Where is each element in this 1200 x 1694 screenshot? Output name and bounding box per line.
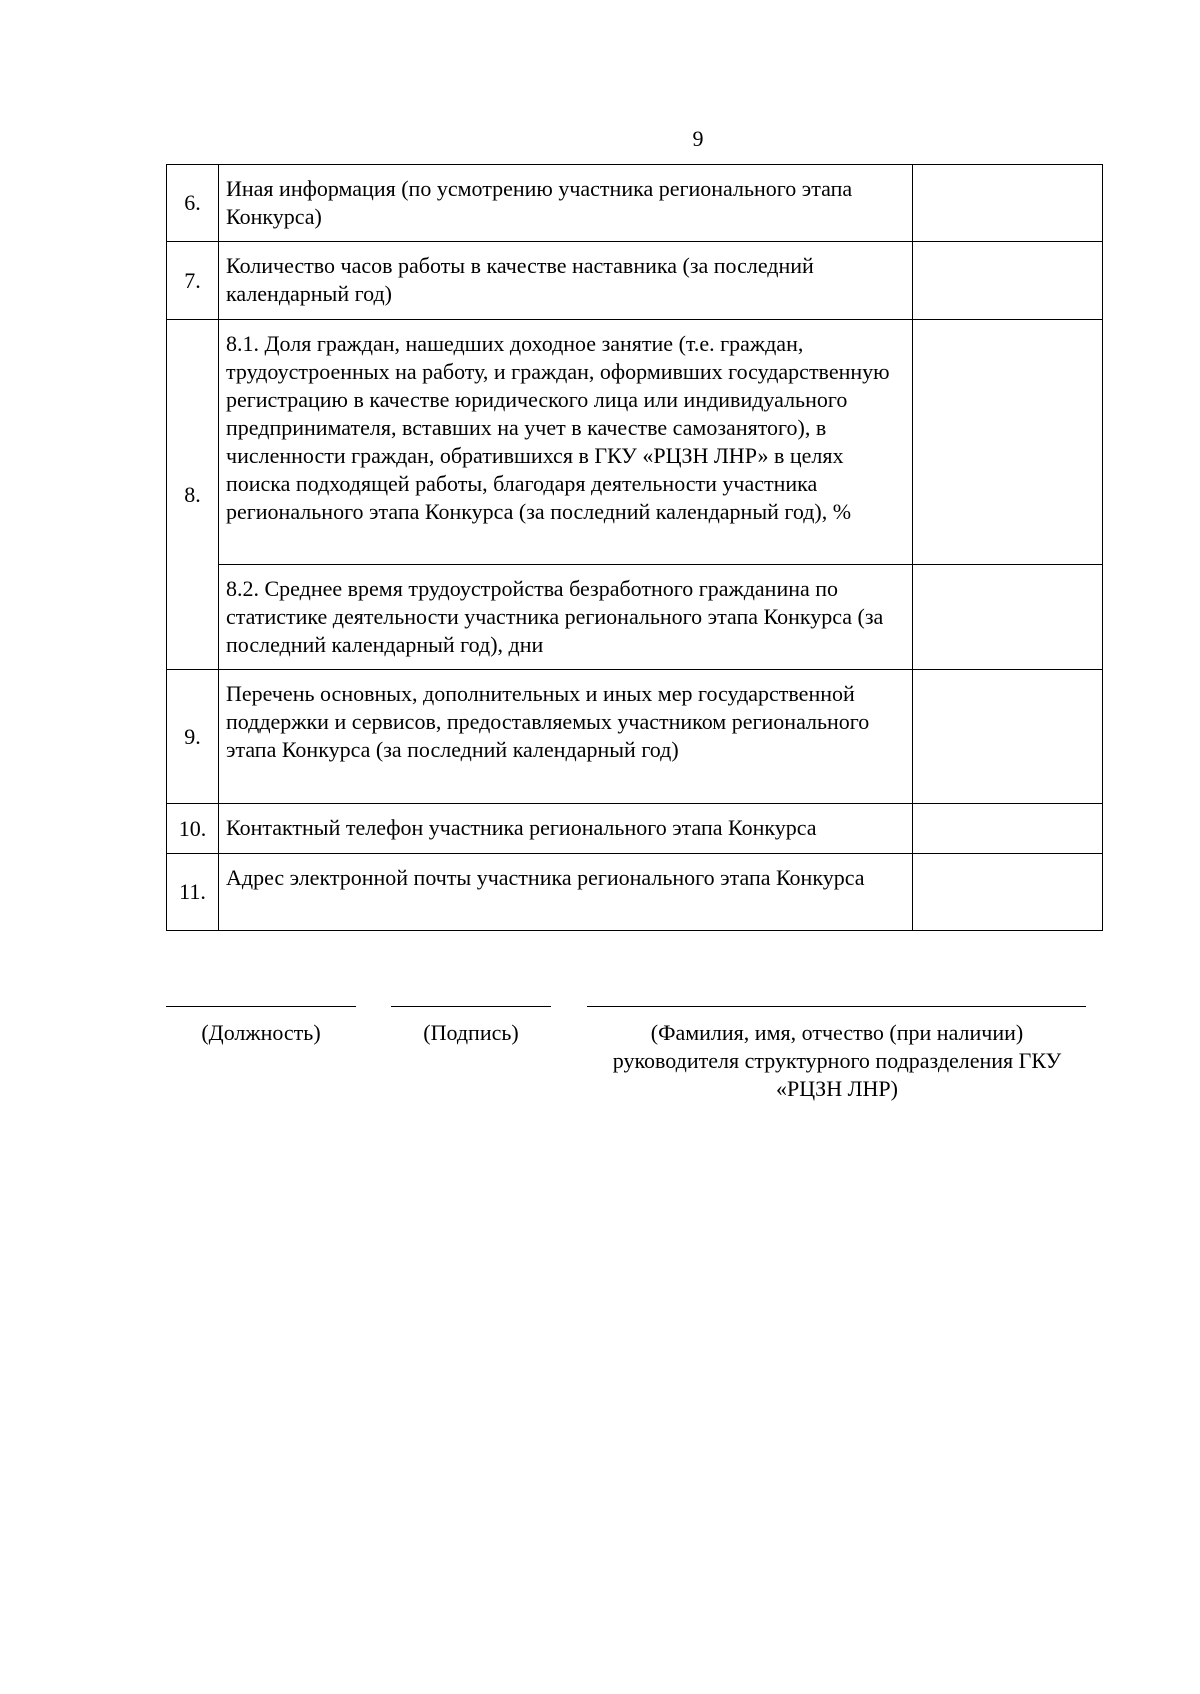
row-value-cell[interactable] (913, 804, 1103, 854)
row-number: 8. (167, 320, 219, 670)
row-value-cell[interactable] (913, 565, 1103, 670)
row-number: 9. (167, 670, 219, 804)
row-description: 8.1. Доля граждан, нашедших доходное занятие (т.е. граждан, трудоустроенных на работу, и граждан, оформивших государственную регистрацию в качестве юридического лица или индивидуального предпринимателя, вставших на учет в качестве самозанятого), в численности граждан, обратившихся в ГКУ «РЦЗН ЛНР» в целях поиска подходящей работы, благодаря деятельности участника регионального этапа Конкурса (за последний календарный год), % (219, 320, 913, 565)
signature-line[interactable] (391, 1006, 551, 1007)
row-value-cell[interactable] (913, 670, 1103, 804)
row-number: 7. (167, 242, 219, 320)
name-caption: (Фамилия, имя, отчество (при наличии) руководителя структурного подразделения ГКУ «РЦЗН ЛНР) (612, 1020, 1062, 1101)
row-description: Контактный телефон участника регионального этапа Конкурса (219, 804, 913, 854)
table-row (167, 565, 1103, 670)
row-number: 6. (167, 165, 219, 242)
signature-caption: (Подпись) (423, 1020, 519, 1045)
table-row (167, 804, 1103, 854)
row-value-cell[interactable] (913, 854, 1103, 931)
row-description: Количество часов работы в качестве наставника (за последний календарный год) (219, 242, 913, 320)
name-signature-line[interactable] (587, 1006, 1086, 1007)
signature-block (0, 1006, 1200, 1146)
row-description: Перечень основных, дополнительных и иных мер государственной поддержки и сервисов, предоставляемых участником регионального этапа Конкурса (за последний календарный год) (219, 670, 913, 804)
row-number: 10. (167, 804, 219, 854)
row-value-cell[interactable] (913, 242, 1103, 320)
row-description: Адрес электронной почты участника регионального этапа Конкурса (219, 854, 913, 931)
table-row (167, 165, 1103, 242)
position-signature-line[interactable] (166, 1006, 356, 1007)
row-number: 11. (167, 854, 219, 931)
row-description: Иная информация (по усмотрению участника регионального этапа Конкурса) (219, 165, 913, 242)
row-value-cell[interactable] (913, 165, 1103, 242)
table-row (167, 320, 1103, 565)
position-caption: (Должность) (201, 1020, 321, 1045)
table-row (167, 670, 1103, 804)
table-row (167, 242, 1103, 320)
page-number: 9 (692, 126, 704, 151)
table-row (167, 854, 1103, 931)
row-value-cell[interactable] (913, 320, 1103, 565)
info-table (166, 164, 1103, 931)
row-description: 8.2. Среднее время трудоустройства безработного гражданина по статистике деятельности участника регионального этапа Конкурса (за последний календарный год), дни (219, 565, 913, 670)
